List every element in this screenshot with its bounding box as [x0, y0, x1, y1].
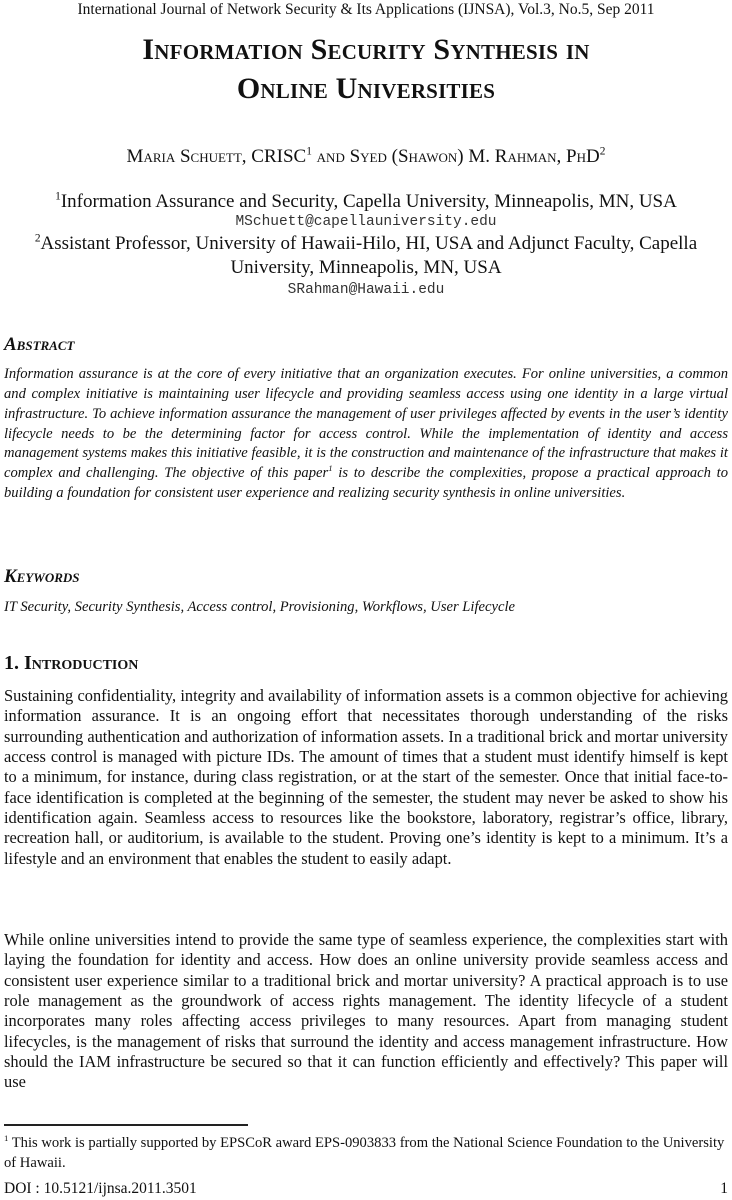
abstract-part: Information assurance is at the core of every initiative that an organization executes. For online universities, a common and complex initiative is maintaining user lifecycle and providing seamless access using one identity in a large virtual infrastructure. To achieve information assurance the management of user privileges affected by events in the user’s identity lifecycle needs to be the determining factor for access control. While the implementation of identity and access management systems makes this initiative feasible, it is the construction and maintenance of the infrastructure that makes it complex and challenging. The objective of this paper: [4, 366, 728, 482]
abstract-text: [4, 365, 728, 504]
abstract-part: is to describe the complexities, propose a practical approach to building a foundation for consistent user experience and realizing security synthesis in online universities.: [4, 465, 728, 502]
footnote: [4, 1133, 728, 1173]
authors: [4, 146, 728, 168]
sup: 1: [4, 1133, 9, 1144]
affiliation-2: [0, 232, 732, 280]
author-1: Maria Schuett, CRISC: [126, 146, 307, 167]
doi: DOI : 10.5121/ijnsa.2011.3501: [4, 1180, 197, 1197]
and: and: [311, 146, 350, 167]
affiliation-1: [4, 190, 728, 214]
paper-title: [4, 30, 728, 108]
title-line: Information Security Synthesis in: [142, 33, 590, 66]
affiliation-text: Assistant Professor, University of Hawaii-Hilo, HI, USA and Adjunct Faculty, Capella University, Minneapolis, MN, USA: [40, 233, 698, 278]
sup: 1: [328, 463, 333, 474]
author-2: Syed (Shawon) M. Rahman, PhD: [349, 146, 600, 167]
email-2: SRahman@Hawaii.edu: [287, 282, 445, 298]
footnote-rule: [4, 1124, 248, 1126]
running-header: International Journal of Network Security & Its Applications (IJNSA), Vol.3, No.5, Sep 2011: [77, 1, 655, 18]
intro-paragraph-1: Sustaining confidentiality, integrity and availability of information assets is a common objective for achieving information assurance. It is an ongoing effort that necessitates thorough understanding of the risks surrounding authentication and authorization of information assets. In a traditional brick and mortar university access control is managed with picture IDs. The amount of times that a student must identify himself is kept to a minimum, for instance, during class registration, or at the start of the semester. Once that initial face-to-face identification is completed at the beginning of the semester, the student may never be asked to show his identification again. Seamless access to resources like the bookstore, laboratory, registrar’s office, library, recreation hall, or auditorium, is available to the student. Proving one’s identity is kept to a minimum. It’s a lifestyle and an environment that enables the student to easily adapt.: [4, 686, 728, 868]
keywords-heading: Keywords: [4, 566, 80, 587]
abstract-heading: Abstract: [4, 334, 75, 355]
sup: 2: [34, 232, 41, 245]
sup: 1: [306, 145, 312, 158]
footnote-text: This work is partially supported by EPSCoR award EPS-0903833 from the National Science Foundation to the University of Hawaii.: [4, 1135, 725, 1171]
title-line: Online Universities: [236, 72, 496, 105]
page-footer: [4, 1180, 728, 1198]
sup: 2: [599, 145, 606, 158]
intro-paragraph-2: While online universities intend to provide the same type of seamless experience, the complexities start with laying the foundation for identity and access. How does an online university provide seamless access and consistent user experience similar to a traditional brick and mortar university? A practical approach is to use role management as the groundwork of access rights management. The identity lifecycle of a student incorporates many roles affecting access privileges to many resources. Apart from managing student lifecycles, is the management of risks that surround the identity and access management infrastructure. How should the IAM infrastructure be secured so that it can function efficiently and effectively? This paper will use: [4, 930, 728, 1092]
keywords-text: IT Security, Security Synthesis, Access control, Provisioning, Workflows, User Lifecycle: [4, 599, 515, 615]
email-1: MSchuett@capellauniversity.edu: [235, 214, 497, 230]
affiliation-text: Information Assurance and Security, Capella University, Minneapolis, MN, USA: [60, 191, 677, 212]
sup: 1: [55, 190, 61, 203]
intro-heading: 1. Introduction: [4, 652, 139, 674]
page-number: 1: [720, 1180, 728, 1197]
